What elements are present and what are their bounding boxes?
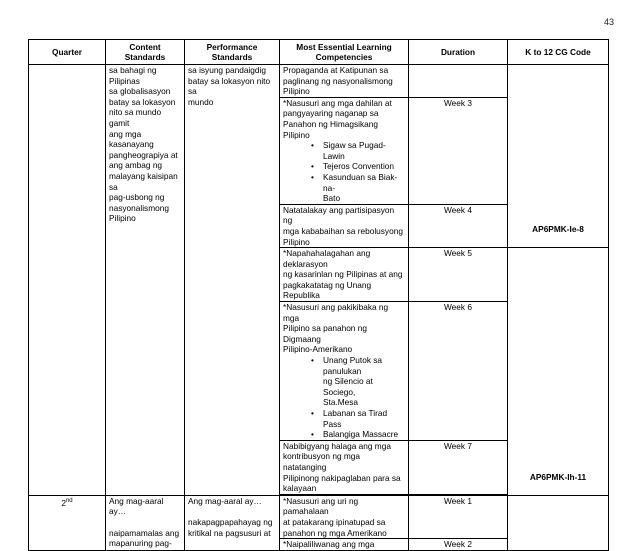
content-line: malayang kaisipan sa	[109, 170, 178, 192]
content-standards-cell-2	[106, 495, 185, 550]
performance-line: nakapagpapahayag ng	[188, 516, 273, 527]
content-line: naipamamalas ang	[109, 527, 180, 538]
competency-line: pagkakatatag ng Unang Republika	[283, 279, 372, 301]
performance-line: kritikal na pagsusuri at	[188, 527, 271, 538]
content-line: ang ambag ng	[109, 160, 163, 171]
content-line: sa bahagi ng Pilipinas	[109, 65, 157, 86]
content-line: ang mga kasanayang	[109, 128, 154, 150]
competency-line: *Naipaliliwanag ang mga	[283, 539, 375, 550]
competency-cell	[280, 248, 409, 302]
table-header-row	[29, 40, 609, 65]
header-performance-standards: Performance Standards	[185, 40, 280, 65]
duration-cell: Week 3	[409, 97, 508, 204]
cg-code-cell-empty	[508, 65, 609, 248]
cg-code-cell-empty	[508, 495, 609, 550]
list-item: • Kasunduan sa Biak-na- Bato	[323, 172, 405, 204]
competency-line: Panahon ng Himagsikang Pilipino	[283, 118, 379, 140]
competency-line: Pilipinong nakipaglaban para sa	[283, 472, 401, 483]
competency-line: Pilipino	[283, 86, 310, 97]
competency-cell	[280, 495, 409, 538]
duration-cell: Week 2	[409, 539, 508, 551]
content-line: batay sa lokasyon	[109, 96, 176, 107]
cg-code-ie8: AP6PMK-Ie-8	[532, 224, 584, 235]
content-line: mapanuring pag-	[109, 538, 172, 549]
competency-cell	[280, 65, 409, 98]
header-content-standards: Content Standards	[106, 40, 185, 65]
competency-cell	[280, 302, 409, 441]
content-line: pangheograpiya at	[109, 149, 178, 160]
list-item: • Unang Putok sa panulukan ng Silencio at Sociego, Sta.Mesa	[323, 355, 405, 408]
list-item: • Balangiga Massacre	[323, 429, 405, 440]
performance-standards-cell-2	[185, 495, 280, 550]
content-line: sa globalisasyon	[109, 86, 171, 97]
list-item: • Labanan sa Tirad Pass	[323, 408, 405, 429]
table-row	[29, 495, 609, 538]
competency-cell	[280, 204, 409, 247]
competency-line: Natatalakay ang partisipasyon ng	[283, 204, 395, 226]
duration-cell: Week 4	[409, 204, 508, 247]
content-line: pag-usbong ng	[109, 192, 165, 203]
performance-line: sa isyung pandaigdig	[188, 65, 266, 75]
competency-cell	[280, 440, 409, 494]
table-row	[29, 65, 609, 98]
competency-line: pangyayaring naganap sa	[283, 108, 379, 119]
content-line: nasyonalismong	[109, 202, 169, 213]
competency-line: kontribusyon ng mga natatanging	[283, 451, 361, 472]
duration-cell: Week 7	[409, 440, 508, 494]
competency-line: Pilipino	[283, 236, 310, 247]
list-item: • Sigaw sa Pugad-Lawin	[323, 140, 405, 161]
competency-line: kalayaan	[283, 483, 317, 494]
content-line: nito sa mundo gamit	[109, 107, 162, 128]
header-melc: Most Essential Learning Competencies	[280, 40, 409, 65]
header-cg-code: K to 12 CG Code	[508, 40, 609, 65]
header-quarter: Quarter	[29, 40, 106, 65]
performance-standards-cell-1	[185, 65, 280, 496]
competency-line: at patakarang ipinatupad sa	[283, 516, 386, 527]
list-item: • Tejeros Convention	[323, 161, 405, 172]
content-line: Pilipino	[109, 213, 136, 224]
competency-line: *Napahahalagahan ang deklarasyon	[283, 248, 371, 269]
performance-line: mundo	[188, 96, 214, 107]
duration-cell: Week 1	[409, 495, 508, 538]
competency-line: *Nasusuri ang pakikibaka ng mga	[283, 302, 389, 323]
competency-line: Pilipino sa panahon ng Digmaang	[283, 323, 367, 344]
competency-line: panahon ng mga Amerikano	[283, 527, 387, 538]
competency-cell	[280, 97, 409, 204]
duration-cell: Week 5	[409, 248, 508, 302]
competency-line: *Nasusuri ang uri ng pamahalaan	[283, 495, 359, 517]
performance-line: batay sa lokasyon nito sa	[188, 75, 271, 97]
duration-cell: Week 6	[409, 302, 508, 441]
bullet-list	[283, 140, 405, 204]
duration-cell-empty	[409, 65, 508, 98]
page-number: 43	[603, 17, 614, 27]
bullet-list	[283, 355, 405, 440]
curriculum-guide-table	[28, 39, 609, 551]
content-line: Ang mag-aaral ay…	[109, 495, 164, 517]
performance-line: Ang mag-aaral ay…	[188, 495, 262, 506]
competency-cell	[280, 539, 409, 551]
quarter-cell-2: 2nd	[29, 495, 106, 550]
competency-line: Propaganda at Katipunan sa	[283, 65, 389, 75]
cg-code-ih11: AP6PMK-Ih-11	[529, 472, 587, 483]
competency-line: Pilipino-Amerikano	[283, 344, 353, 355]
quarter-cell-1	[29, 65, 106, 496]
competency-line: *Nasusuri ang mga dahilan at	[283, 97, 392, 108]
competency-line: Nabibigyang halaga ang mga	[283, 440, 391, 451]
competency-line: mga kababaihan sa rebolusyong	[283, 225, 403, 236]
competency-line: paglinang ng nasyonalismong	[283, 75, 393, 86]
header-duration: Duration	[409, 40, 508, 65]
content-standards-cell-1	[106, 65, 185, 496]
competency-line: ng kasarinlan ng Pilipinas at ang	[283, 269, 403, 280]
cg-code-cell	[508, 224, 609, 496]
